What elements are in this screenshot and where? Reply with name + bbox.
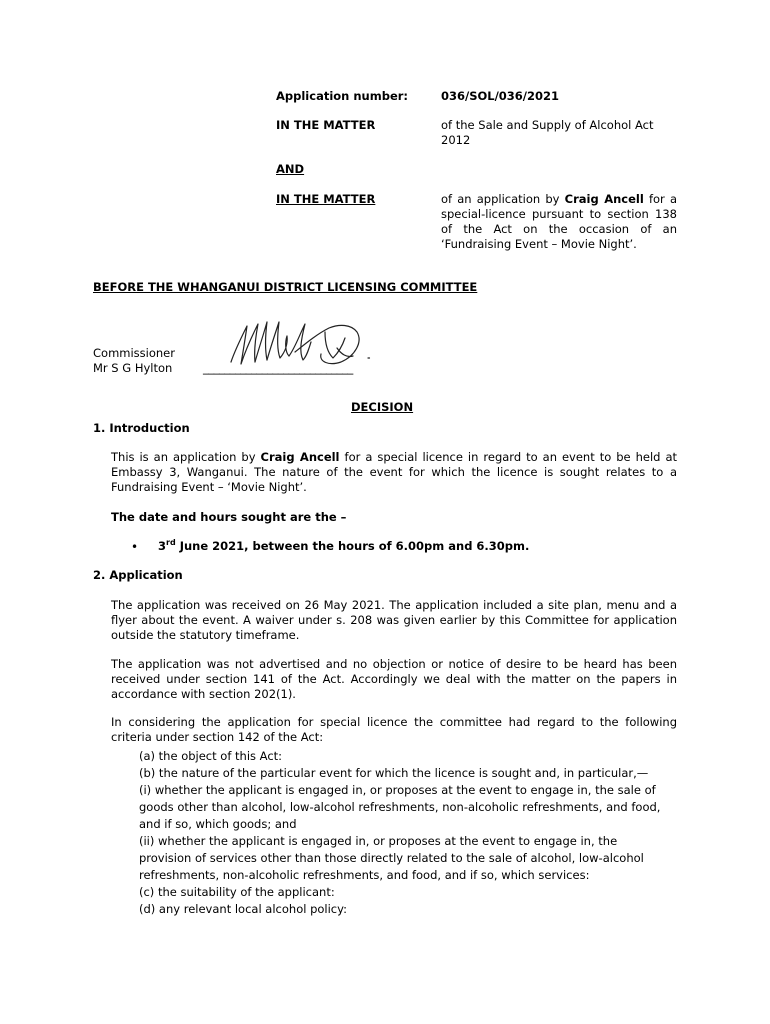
criterion-a: (a) the object of this Act: bbox=[139, 749, 283, 763]
application-number-value: 036/SOL/036/2021 bbox=[441, 89, 560, 103]
decision-heading: DECISION bbox=[351, 400, 414, 414]
application-paragraph-1: The application was received on 26 May 2021. The application included a site plan, menu and a flyer about the event. A waiver under s. 208 was given earlier by this Committee for application outside the statutory timeframe. bbox=[111, 598, 677, 642]
criterion-c: (c) the suitability of the applicant: bbox=[139, 885, 335, 899]
handwritten-signature bbox=[225, 312, 385, 374]
application-paragraph-2: The application was not advertised and no objection or notice of desire to be heard has been received under section 141 of the Act. Accordingly we deal with the matter on the papers in accordance with section 202(1). bbox=[111, 657, 677, 701]
matter1-label: IN THE MATTER bbox=[276, 118, 376, 132]
event-date-bullet: 3rd June 2021, between the hours of 6.00pm and 6.30pm. bbox=[158, 538, 530, 553]
criteria-list bbox=[139, 748, 679, 918]
bullet-dot: • bbox=[131, 540, 139, 554]
criterion-b-i: (i) whether the applicant is engaged in, or proposes at the event to engage in, the sale of goods other than alcohol, low-alcohol refreshments, non-alcoholic refreshments, and food, and if so, which goods; and bbox=[139, 783, 661, 831]
matter2-value: of an application by Craig Ancell for a special-licence pursuant to section 138 of the Act on the occasion of an ‘Fundraising Event – Movie Night’. bbox=[441, 192, 677, 251]
commissioner-name: Mr S G Hylton bbox=[93, 361, 173, 375]
hours-heading: The date and hours sought are the – bbox=[111, 510, 347, 524]
introduction-paragraph: This is an application by Craig Ancell for a special licence in regard to an event to be held at Embassy 3, Wanganui. The nature of the event for which the licence is sought relates to a Fundraising Event – ‘Movie Night’. bbox=[111, 450, 678, 494]
section-heading-application: 2. Application bbox=[93, 568, 183, 582]
and-label: AND bbox=[276, 162, 305, 176]
applicant-name: Craig Ancell bbox=[564, 192, 644, 206]
section-heading-introduction: 1. Introduction bbox=[93, 421, 190, 435]
committee-heading: BEFORE THE WHANGANUI DISTRICT LICENSING COMMITTEE bbox=[93, 280, 478, 294]
intro-applicant-name: Craig Ancell bbox=[260, 450, 340, 464]
criterion-b: (b) the nature of the particular event for which the licence is sought and, in particular,— bbox=[139, 766, 649, 780]
matter1-value: of the Sale and Supply of Alcohol Act 2012 bbox=[441, 118, 654, 147]
matter2-label: IN THE MATTER bbox=[276, 192, 376, 206]
criterion-d: (d) any relevant local alcohol policy: bbox=[139, 902, 347, 916]
commissioner-title: Commissioner bbox=[93, 346, 175, 360]
signature-line: ____________________________ bbox=[203, 361, 353, 375]
criterion-b-ii: (ii) whether the applicant is engaged in, or proposes at the event to engage in, the provision of services other than those directly related to the sale of alcohol, low-alcohol refreshments, non-alcoholic refreshments, and food, and if so, which services: bbox=[139, 834, 644, 882]
application-number-label: Application number: bbox=[276, 89, 409, 103]
application-paragraph-3: In considering the application for special licence the committee had regard to the following criteria under section 142 of the Act: bbox=[111, 715, 677, 744]
